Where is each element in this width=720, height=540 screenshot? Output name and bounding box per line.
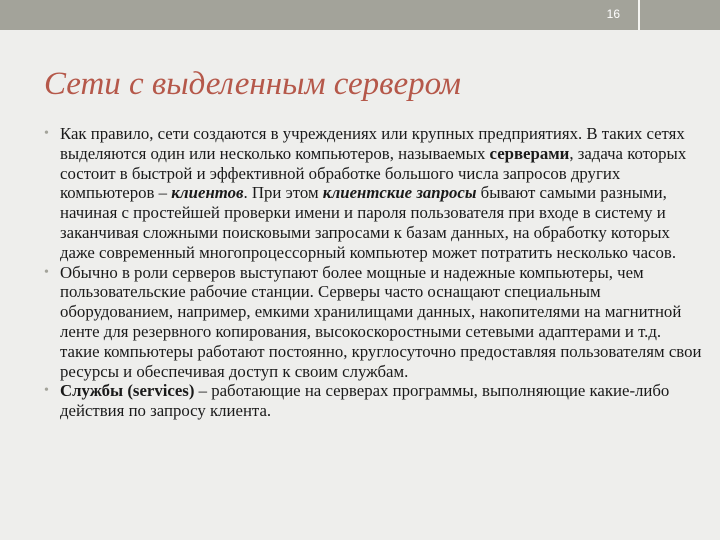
bullet-1-text-b: , задача которых состоит в быстрой и эффективной обработке большого числа запросов других компьютеров – (60, 143, 687, 203)
term-servers: серверами (489, 143, 570, 163)
bullet-icon: • (44, 264, 49, 280)
bullet-icon: • (44, 383, 49, 399)
bullet-1-text-c: . При этом (243, 183, 323, 203)
bullet-item-2 (44, 263, 704, 382)
bullet-list (44, 124, 704, 421)
term-clients: клиентов (171, 183, 244, 203)
bullet-3-text: – работающие на серверах программы, выполняющие какие-либо действия по запросу клиента. (60, 381, 670, 421)
page-number: 16 (606, 7, 620, 21)
header-bar (0, 0, 720, 30)
bullet-1-text-d: бывают самыми разными, начиная с простейшей проверки имени и пароля пользователя при входе в систему и заканчивая сложными поисковыми запросами к базам данных, на обработку которых даже современный многопроцессорный компьютер может потратить несколько часов. (60, 183, 677, 262)
header-divider (638, 0, 640, 30)
term-services: Службы (services) (60, 381, 195, 401)
bullet-1-text-a: Как правило, сети создаются в учреждениях или крупных предприятиях. В таких сетях выделяются один или несколько компьютеров, называемых (60, 124, 685, 163)
bullet-icon: • (44, 126, 49, 141)
bullet-2-text: Обычно в роли серверов выступают более мощные и надежные компьютеры, чем пользовательские рабочие станции. Серверы часто оснащают специальным оборудованием, например, емкими хранилищами данных, накопителями на магнитной ленте для резервного копирования, высокоскоростными сетевыми адаптерами и т.д. такие компьютеры работают постоянно, круглосуточно предоставляя пользователям свои ресурсы и обеспечивая доступ к своим службам. (60, 262, 702, 381)
bullet-item-3 (44, 381, 704, 421)
bullet-item-1 (44, 124, 704, 263)
term-client-requests: клиентские запросы (322, 183, 477, 203)
slide-title: Сети с выделенным сервером (44, 66, 461, 102)
